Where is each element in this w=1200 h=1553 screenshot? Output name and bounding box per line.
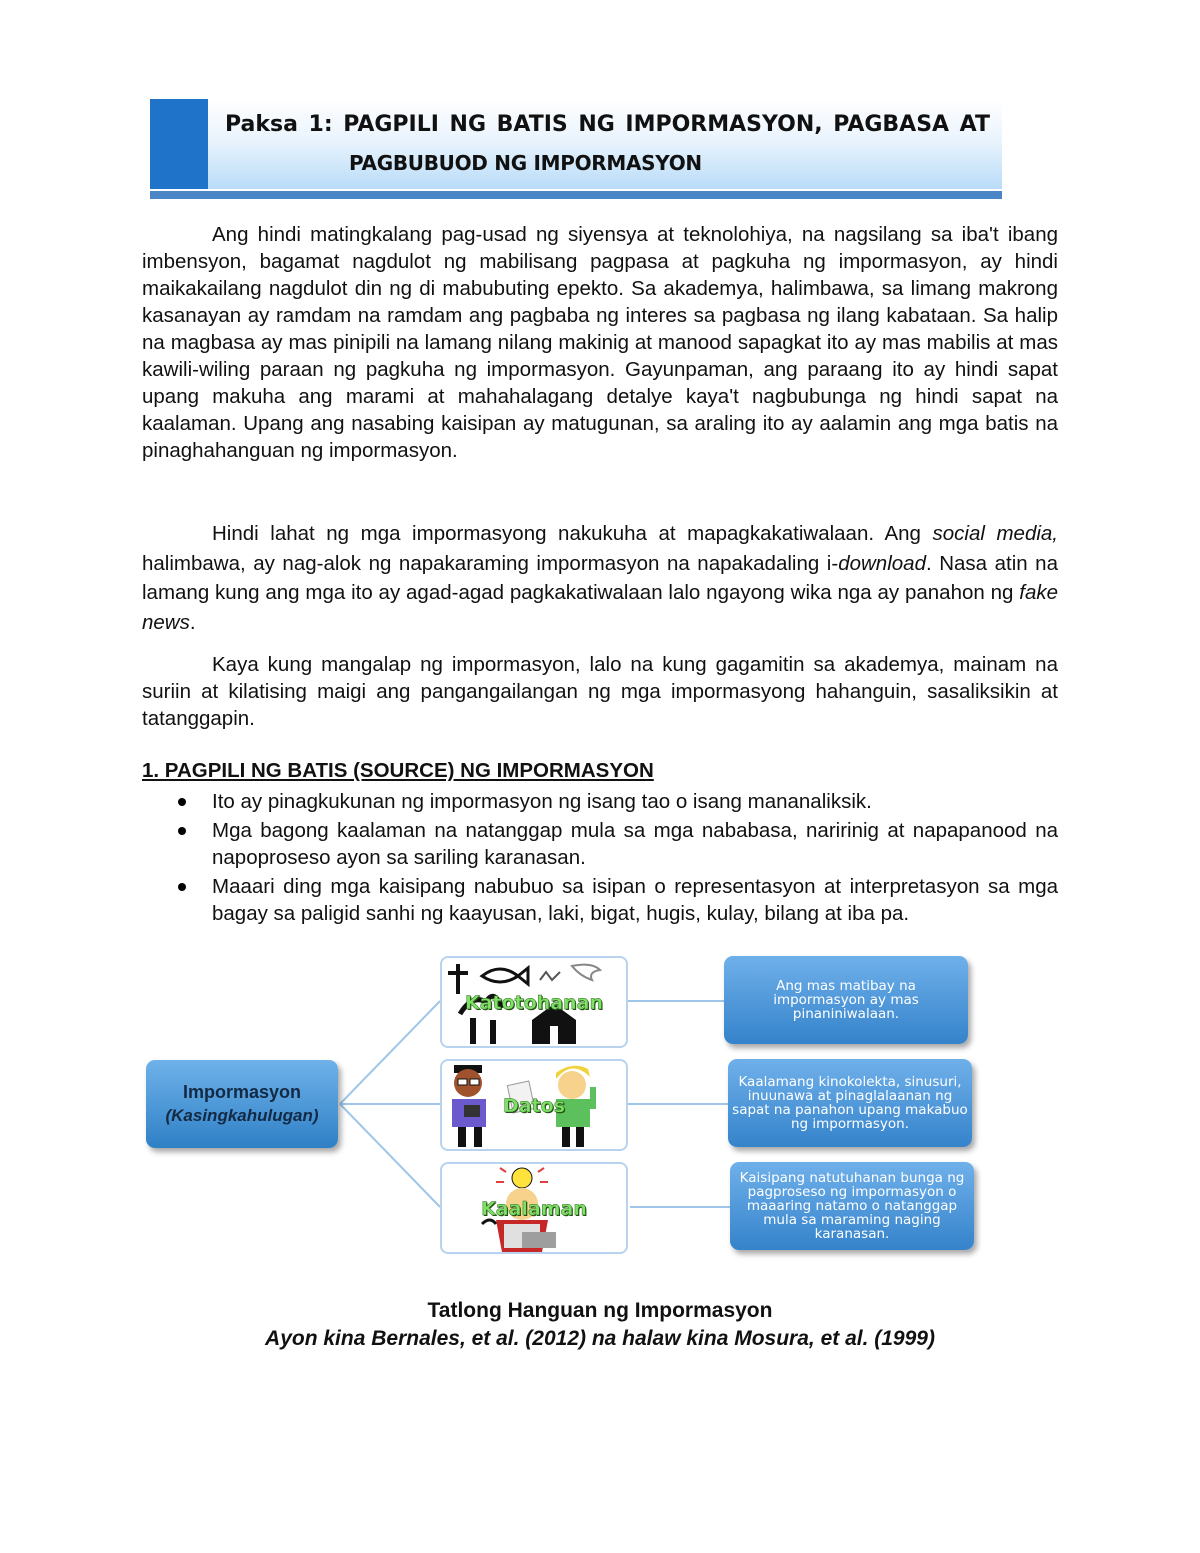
section-heading: 1. PAGPILI NG BATIS (SOURCE) NG IMPORMASYON	[142, 759, 654, 782]
p2-fake-news: fake news	[142, 581, 1058, 634]
impormasyon-box	[146, 1060, 338, 1148]
p2-download: download	[838, 551, 926, 575]
datos-description-box	[728, 1059, 972, 1147]
p2-text-d: .	[189, 610, 196, 634]
kaalaman-picture	[440, 1162, 628, 1254]
connector-line	[340, 1001, 440, 1104]
datos-label: Datos	[502, 1095, 566, 1117]
p2-text-b: halimbawa, ay nag-alok ng napakaraming impormasyon na napakadaling i-	[142, 551, 839, 575]
diagram-caption-title: Tatlong Hanguan ng Impormasyon	[427, 1299, 773, 1322]
katotohanan-description-box	[724, 956, 968, 1044]
bullet-text: Ito ay pinagkukunan ng impormasyon ng isang tao o isang mananaliksik.	[212, 790, 872, 813]
kaalaman-description-box	[730, 1162, 974, 1250]
p2-text-a: Hindi lahat ng mga impormasyong nakukuha at mapagkakatiwalaan. Ang	[212, 522, 933, 545]
connector-line	[340, 1104, 440, 1207]
katotohanan-label: Katotohanan	[464, 992, 604, 1014]
kaalaman-label: Kaalaman	[481, 1198, 587, 1220]
impormasyon-subtitle: (Kasingkahulugan)	[165, 1106, 319, 1125]
page-title-line1: Paksa 1: PAGPILI NG BATIS NG IMPORMASYON, PAGBASA AT	[225, 112, 990, 137]
datos-description: Kaalamang kinokolekta, sinusuri, inuunawa at pinaglalaanan ng sapat na panahon upang makabuo ng impormasyon.	[732, 1074, 968, 1132]
bullet-text: Maaari ding mga kaisipang nabubuo sa isipan o representasyon at interpretasyon sa mga bagay sa paligid sanhi ng kaayusan, laki, bigat, hugis, kulay, bilang at iba pa.	[212, 875, 1058, 925]
p2-text-c: . Nasa atin na lamang kung ang mga ito ay agad-agad pagkakatiwalaan lalo ngayong wika nga ay panahon ng	[142, 551, 1058, 604]
bullet-text: Mga bagong kaalaman na natanggap mula sa mga nababasa, naririnig at napapanood na napoproseso ayon sa sariling karanasan.	[212, 819, 1058, 869]
paragraph-1-text: Ang hindi matingkalang pag-usad ng siyensya at teknolohiya, na nagsilang sa iba't ibang imbensyon, bagamat nagdulot ng mabilisang pagpasa at pagkuha ng impormasyon, ay hindi maikakailang nagdulot din ng di mabubuting epekto. Sa akademya, halimbawa, sa limang makrong kasanayan ay ramdam na ramdam ang pagbaba ng interes sa pagbasa ng ilang kabataan. Sa halip na magbasa ay mas pinipili na lamang nilang makinig at manood sapagkat ito ay mas mabilis at mas kawili-wiling paraan ng pagkuha ng impormasyon. Gayunpaman, ang paraang ito ay hindi sapat upang makuha ang marami at mahahalagang detalye kaya't nagbubunga ng hindi sapat na kaalaman. Upang ang nasabing kaisipan ay matugunan, sa araling ito ay aalamin ang mga batis na pinaghahanguan ng impormasyon.	[142, 223, 1058, 462]
paragraph-3-text: Kaya kung mangalap ng impormasyon, lalo na kung gagamitin sa akademya, mainam na suriin at kilatising maigi ang pangangailangan ng mga impormasyong hahanguin, sasaliksikin at tatanggapin.	[142, 653, 1058, 730]
katotohanan-description: Ang mas matibay na impormasyon ay mas pinaniniwalaan.	[773, 978, 919, 1022]
datos-picture	[440, 1059, 628, 1151]
diagram-caption-source: Ayon kina Bernales, et al. (2012) na halaw kina Mosura, et al. (1999)	[265, 1327, 935, 1350]
kaalaman-description: Kaisipang natutuhanan bunga ng pagproseso ng impormasyon o maaaring natamo o natanggap mula sa maraming naging karanasan.	[739, 1170, 965, 1242]
impormasyon-title: Impormasyon	[182, 1082, 302, 1102]
page-title-line2: PAGBUBUOD NG IMPORMASYON	[349, 151, 702, 175]
p2-social-media: social media,	[932, 522, 1058, 545]
katotohanan-picture	[440, 956, 628, 1048]
